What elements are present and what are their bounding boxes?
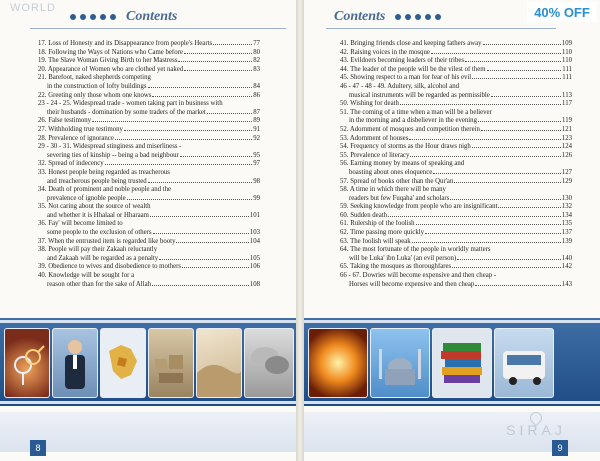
- toc-entry-text: 40. Knowledge will be sought for a: [38, 272, 135, 280]
- toc-entry: [38, 40, 260, 49]
- toc-entry-text: 50. Wishing for death: [340, 100, 399, 108]
- toc-entry-text: in the construction of lofty buildings: [47, 82, 147, 90]
- toc-page-number: 110: [562, 57, 572, 65]
- toc-entry-text: 56. Earning money by means of speaking and: [340, 160, 465, 168]
- stack-of-books-icon: [432, 328, 492, 398]
- toc-leader-dots: [159, 259, 249, 260]
- toc-entry-text: in the morning and a disbeliever in the evening: [349, 117, 477, 125]
- toc-entry: [340, 246, 572, 263]
- toc-entry: [340, 220, 572, 229]
- right-photo-band: [304, 318, 600, 406]
- toc-entry-text: their husbands - domination by some traders of the market: [47, 108, 206, 116]
- toc-entry: [38, 272, 260, 289]
- toc-page-number: 129: [561, 177, 572, 185]
- toc-page-number: 130: [561, 194, 572, 202]
- toc-leader-dots: [105, 164, 253, 165]
- watermark-text: WORLD: [10, 2, 56, 14]
- toc-leader-dots: [182, 267, 249, 268]
- toc-leader-dots: [410, 156, 560, 157]
- toc-leader-dots: [454, 182, 560, 183]
- toc-entry-text: 65. Taking the mosques as thoroughfares: [340, 263, 452, 271]
- toc-entry: [340, 135, 572, 144]
- toc-entry: [38, 263, 260, 272]
- toc-page-number: 143: [561, 280, 572, 288]
- toc-entry-text: prevalence of ignoble people: [47, 194, 126, 202]
- brand-watermark: SIRAJ: [506, 422, 566, 438]
- left-header-rule: [30, 28, 286, 29]
- toc-leader-dots: [452, 267, 561, 268]
- toc-entry-text: and treacherous people being trusted: [47, 177, 147, 185]
- toc-leader-dots: [207, 113, 252, 114]
- toc-entry: [38, 135, 260, 144]
- toc-entry: [38, 74, 260, 91]
- toc-entry: [38, 203, 260, 220]
- toc-leader-dots: [465, 61, 561, 62]
- toc-entry-text: 58. A time in which there will be many: [340, 186, 446, 194]
- right-header: [334, 8, 441, 26]
- toc-page-number: 139: [561, 237, 572, 245]
- toc-leader-dots: [180, 156, 252, 157]
- toc-entry: [340, 40, 572, 49]
- toc-leader-dots: [115, 139, 252, 140]
- toc-entry: [340, 74, 572, 83]
- toc-leader-dots: [457, 259, 561, 260]
- toc-entry: [340, 100, 572, 109]
- toc-entry-text: 39. Obedience to wives and disobedience to mothers: [38, 263, 182, 271]
- explosion-icon: [308, 328, 368, 398]
- toc-entry-text: 61. Rulership of the foolish: [340, 220, 415, 228]
- toc-entry: [38, 92, 260, 101]
- toc-entry-text: boasting about ones eloquence: [349, 168, 433, 176]
- toc-entry-text: 54. Frequency of storms as the Hour draws nigh: [340, 143, 471, 151]
- toc-page-number: 134: [561, 211, 572, 219]
- left-header: [70, 8, 177, 26]
- toc-leader-dots: [176, 242, 248, 243]
- toc-page-number: 142: [561, 263, 572, 271]
- toc-entry: [38, 186, 260, 203]
- toc-leader-dots: [152, 96, 252, 97]
- left-page-number: 8: [30, 440, 46, 456]
- toc-leader-dots: [213, 44, 252, 45]
- toc-entry-text: 45. Showing respect to a man for fear of his evil: [340, 74, 472, 82]
- toc-page-number: 99: [253, 194, 260, 202]
- toc-leader-dots: [416, 224, 561, 225]
- toc-page-number: 104: [249, 237, 260, 245]
- toc-entry: [38, 238, 260, 247]
- toc-leader-dots: [487, 70, 562, 71]
- toc-page-number: 113: [562, 91, 572, 99]
- toc-entry-text: 20. Appearance of Women who are clothed yet naked: [38, 65, 184, 73]
- toc-entry: [340, 238, 572, 247]
- toc-entry: [340, 83, 572, 100]
- toc-page-number: 84: [253, 82, 260, 90]
- toc-entry-text: 42. Raising voices in the mosque: [340, 48, 430, 56]
- toc-page-number: 126: [561, 151, 572, 159]
- toc-entry-text: 18. Following the Ways of Nations who Came before: [38, 48, 183, 56]
- toc-entry: [340, 160, 572, 177]
- toc-leader-dots: [425, 233, 561, 234]
- toc-leader-dots: [148, 182, 253, 183]
- toc-entry-text: 28. Prevalence of ignorance: [38, 134, 114, 142]
- toc-entry-text: and Zakaah will be regarded as a penalty: [47, 254, 159, 262]
- toc-entry-text: will be Luka' ibn Luka' (an evil person): [349, 254, 457, 262]
- toc-entry-text: 43. Evildoers becoming leaders of their tribes: [340, 57, 465, 65]
- toc-leader-dots: [148, 87, 253, 88]
- toc-leader-dots: [472, 147, 561, 148]
- ancient-city-icon: [148, 328, 194, 398]
- toc-page-number: 132: [561, 203, 572, 211]
- bus-icon: [494, 328, 554, 398]
- toc-leader-dots: [178, 61, 252, 62]
- toc-page-number: 92: [253, 134, 260, 142]
- toc-entry: [340, 229, 572, 238]
- toc-entry-text: 55. Prevalence of literacy: [340, 151, 410, 159]
- toc-leader-dots: [150, 216, 249, 217]
- toc-page-number: 135: [561, 220, 572, 228]
- toc-entry-text: 19. The Slave Woman Giving Birth to her Mastress: [38, 57, 178, 65]
- toc-entry: [38, 220, 260, 237]
- toc-page-number: 95: [253, 151, 260, 159]
- right-page-number: 9: [552, 440, 568, 456]
- toc-entry-text: 33. Honest people being regarded as treacherous: [38, 168, 170, 176]
- left-toc-list: [38, 40, 260, 289]
- toc-entry-text: 44. The leader of the people will be the vilest of them: [340, 65, 486, 73]
- toc-entry: [38, 66, 260, 75]
- toc-leader-dots: [481, 130, 561, 131]
- toc-leader-dots: [184, 53, 252, 54]
- toc-entry-text: 53. Adornment of houses: [340, 134, 409, 142]
- right-toc-list: [340, 40, 572, 289]
- toc-entry-text: 34. Death of prominent and noble people and the: [38, 186, 172, 194]
- toc-entry-text: 59. Seeking knowledge from people who are insignificant: [340, 203, 498, 211]
- toc-page-number: 87: [253, 108, 260, 116]
- toc-entry: [340, 49, 572, 58]
- toc-entry: [340, 143, 572, 152]
- toc-entry-text: 51. The coming of a time when a man will be a believer: [340, 108, 492, 116]
- toc-entry-text: 57. Spread of books other than the Qur'an: [340, 177, 454, 185]
- left-contents-title: Contents: [126, 9, 178, 24]
- toc-entry: [340, 109, 572, 126]
- toc-page-number: 123: [561, 134, 572, 142]
- toc-leader-dots: [498, 207, 560, 208]
- toc-page-number: 97: [253, 160, 260, 168]
- toc-entry: [340, 178, 572, 187]
- toc-leader-dots: [472, 78, 561, 79]
- toc-entry-text: some people to the exclusion of others: [47, 229, 152, 237]
- toc-leader-dots: [124, 130, 252, 131]
- toc-entry-text: 63. The foolish will speak: [340, 237, 411, 245]
- toc-entry-text: reason other than for the sake of Allah: [47, 280, 151, 288]
- toc-page-number: 89: [253, 117, 260, 125]
- toc-page-number: 119: [562, 117, 572, 125]
- toc-page-number: 101: [249, 211, 260, 219]
- toc-page-number: 108: [249, 280, 260, 288]
- toc-page-number: 121: [561, 125, 572, 133]
- toc-entry: [38, 117, 260, 126]
- toc-page-number: 86: [253, 91, 260, 99]
- toc-entry-text: 64. The most fortunate of the people in worldly matters: [340, 246, 491, 254]
- toc-entry: [38, 160, 260, 169]
- toc-page-number: 103: [249, 229, 260, 237]
- toc-entry: [340, 66, 572, 75]
- header-dots: [395, 14, 441, 20]
- toc-entry: [38, 246, 260, 263]
- toc-page-number: 77: [253, 40, 260, 47]
- toc-leader-dots: [409, 139, 560, 140]
- world-map-icon: [100, 328, 146, 398]
- toc-leader-dots: [92, 121, 252, 122]
- toc-entry-text: 17. Loss of Honesty and its Disappearance from people's Hearts: [38, 40, 213, 47]
- toc-entry-text: 37. When the entrusted item is regarded like booty: [38, 237, 176, 245]
- toc-leader-dots: [412, 242, 561, 243]
- toc-leader-dots: [400, 104, 561, 105]
- toc-page-number: 98: [253, 177, 260, 185]
- businessman-icon: [52, 328, 98, 398]
- toc-entry-text: 60. Sudden death: [340, 211, 388, 219]
- toc-page-number: 105: [249, 254, 260, 262]
- book-gutter: [296, 0, 304, 461]
- header-dots: [70, 14, 116, 20]
- toc-leader-dots: [388, 216, 561, 217]
- toc-page-number: 91: [253, 125, 260, 133]
- toc-entry-text: 66 - 67. Dowries will become expensive and then cheap -: [340, 272, 497, 280]
- toc-entry-text: 36. Fay' will become limited to: [38, 220, 123, 228]
- toc-page-number: 127: [561, 168, 572, 176]
- toc-entry: [340, 186, 572, 203]
- discount-badge: 40% OFF: [527, 2, 597, 22]
- right-header-rule: [326, 28, 556, 29]
- sand-dunes-icon: [196, 328, 242, 398]
- toc-entry-text: readers but few Fuqaha' and scholars: [349, 194, 450, 202]
- toc-entry-text: Horses will become expensive and then cheap: [349, 280, 475, 288]
- toc-page-number: 83: [253, 65, 260, 73]
- toc-page-number: 106: [249, 263, 260, 271]
- toc-page-number: 80: [253, 48, 260, 56]
- toc-entry: [38, 126, 260, 135]
- toc-page-number: 111: [562, 65, 572, 73]
- toc-page-number: 111: [562, 74, 572, 82]
- toc-entry-text: and whether it is Hhalaal or Hharaam: [47, 211, 149, 219]
- toc-entry-text: 27. Withholding true testimony: [38, 125, 123, 133]
- toc-leader-dots: [153, 233, 249, 234]
- toc-entry: [340, 203, 572, 212]
- toc-entry: [340, 126, 572, 135]
- toc-entry-text: 23 - 24 - 25. Widespread trade - women taking part in business with: [38, 100, 223, 108]
- toc-entry-text: 46 - 47 - 48 - 49. Adultery, silk, alcohol and: [340, 82, 460, 90]
- toc-page-number: 82: [253, 57, 260, 65]
- toc-leader-dots: [478, 121, 561, 122]
- toc-page-number: 137: [561, 229, 572, 237]
- toc-page-number: 110: [562, 48, 572, 56]
- toc-entry-text: 52. Adornment of mosques and competition therein: [340, 125, 480, 133]
- toc-entry: [340, 57, 572, 66]
- toc-entry: [340, 272, 572, 289]
- toc-entry: [340, 212, 572, 221]
- toc-entry-text: musical instruments will be regarded as permissible: [349, 91, 490, 99]
- toc-entry-text: 62. Time passing more quickly: [340, 229, 425, 237]
- toc-entry: [38, 49, 260, 58]
- toc-leader-dots: [127, 199, 253, 200]
- toc-entry: [38, 57, 260, 66]
- toc-page-number: 117: [562, 100, 572, 108]
- toc-page-number: 109: [561, 40, 572, 47]
- toc-entry-text: 21. Barefoot, naked shepherds competing: [38, 74, 151, 82]
- toc-leader-dots: [152, 285, 249, 286]
- toc-entry: [38, 169, 260, 186]
- mosque-icon: [370, 328, 430, 398]
- toc-leader-dots: [450, 199, 560, 200]
- toc-leader-dots: [491, 96, 561, 97]
- toc-leader-dots: [475, 285, 560, 286]
- toc-entry-text: severing ties of kinship -- being a bad neighbour: [47, 151, 179, 159]
- toc-entry-text: 41. Bringing friends close and keeping fathers away: [340, 40, 482, 47]
- gender-symbols-icon: [4, 328, 50, 398]
- toc-entry-text: 29 - 30 - 31. Widespread stinginess and miserliness -: [38, 143, 182, 151]
- toc-leader-dots: [483, 44, 561, 45]
- toc-leader-dots: [431, 53, 561, 54]
- left-photo-band: [0, 318, 296, 406]
- toc-entry-text: 32. Spread of indecency: [38, 160, 104, 168]
- toc-page-number: 124: [561, 143, 572, 151]
- toc-entry: [38, 100, 260, 117]
- toc-entry-text: 26. False testimony: [38, 117, 92, 125]
- toc-entry: [340, 263, 572, 272]
- toc-entry: [38, 143, 260, 160]
- toc-page-number: 140: [561, 254, 572, 262]
- toc-entry-text: 38. People will pay their Zakaah reluctantly: [38, 246, 158, 254]
- toc-leader-dots: [433, 173, 561, 174]
- toc-entry: [340, 152, 572, 161]
- toc-entry-text: 35. Not caring about the source of wealth: [38, 203, 151, 211]
- toc-entry-text: 22. Greeting only those whom one knows: [38, 91, 152, 99]
- toc-leader-dots: [184, 70, 252, 71]
- storm-clouds-icon: [244, 328, 294, 398]
- right-contents-title: Contents: [334, 9, 386, 24]
